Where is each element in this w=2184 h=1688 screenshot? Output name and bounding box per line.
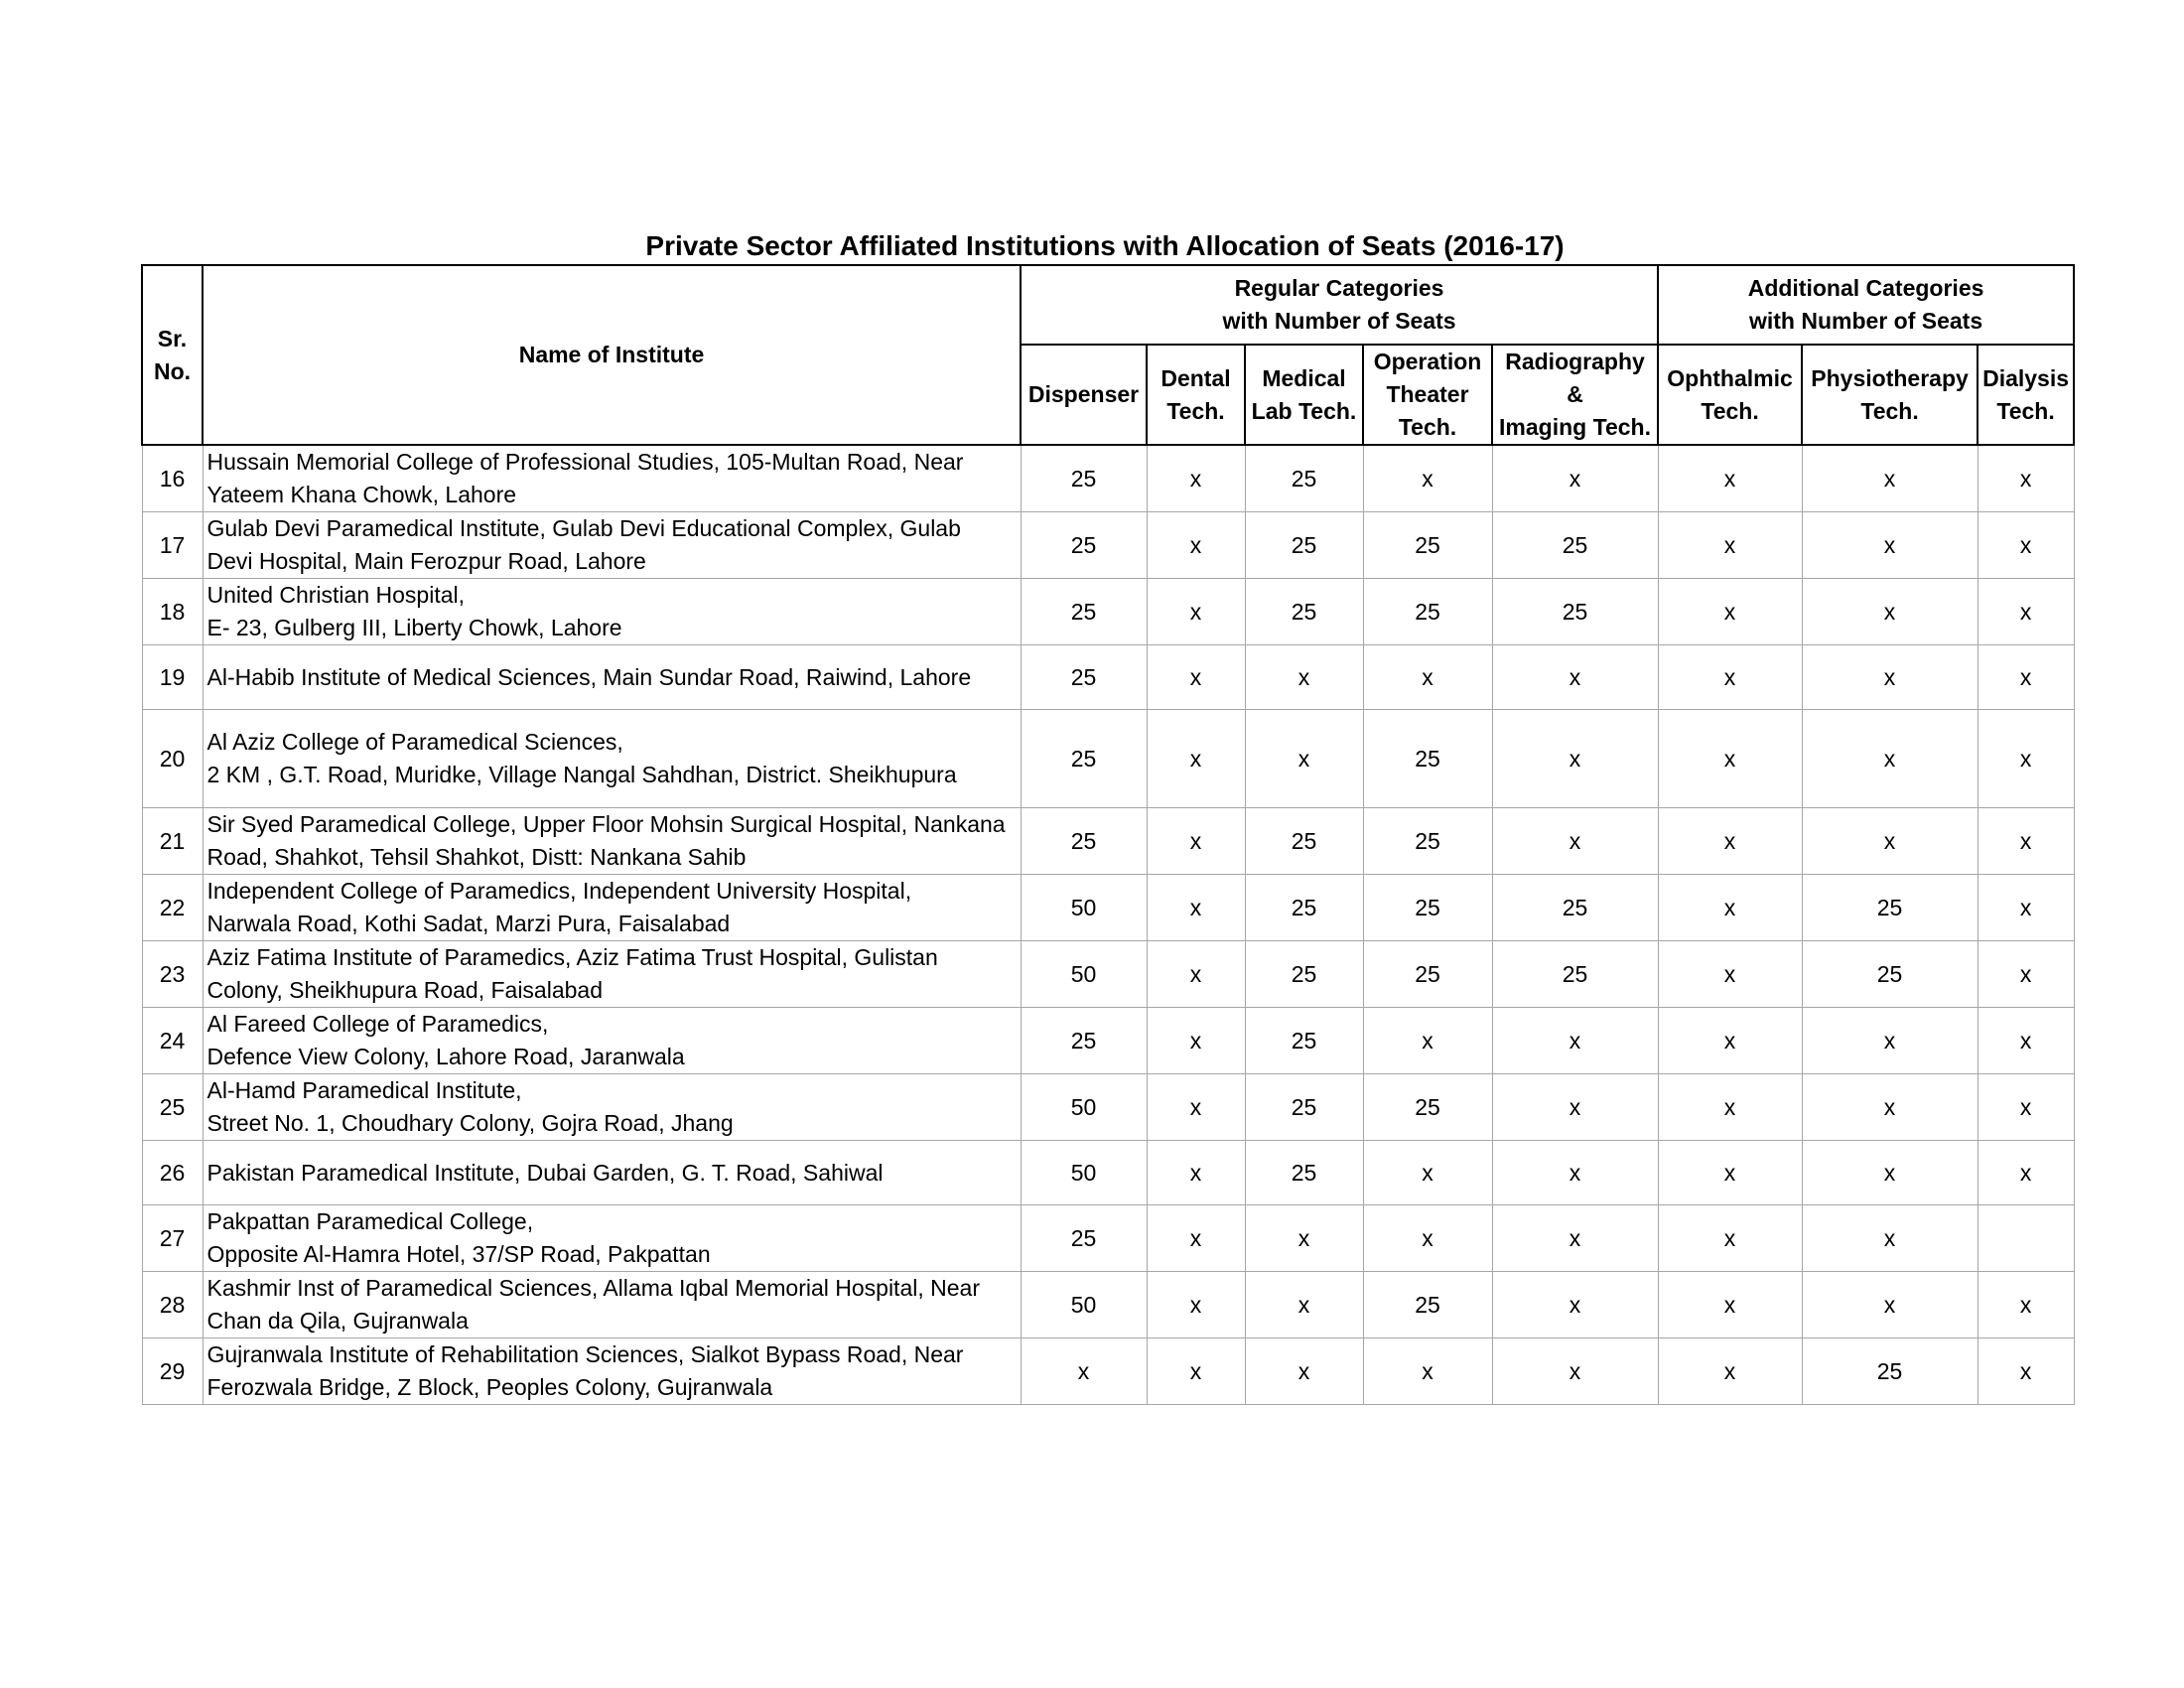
institute-name-line: Chan da Qila, Gujranwala (206, 1308, 469, 1334)
dialysis-tech-seats: x (1978, 579, 2074, 645)
institute-name-line: Narwala Road, Kothi Sadat, Marzi Pura, Faisalabad (206, 911, 731, 936)
operation-theater-tech-seats: x (1363, 1205, 1492, 1272)
medical-lab-tech-seats: x (1245, 710, 1363, 808)
dispenser-seats: 25 (1021, 645, 1147, 710)
dental-tech-seats: x (1147, 1205, 1245, 1272)
sr-no-cell: 24 (142, 1008, 203, 1074)
dental-tech-seats: x (1147, 1338, 1245, 1405)
institute-name-line: 2 KM , G.T. Road, Muridke, Village Nangal Sahdhan, District. Sheikhupura (206, 762, 957, 787)
header-dental-tech: Dental Tech. (1147, 345, 1245, 445)
header-dispenser: Dispenser (1021, 345, 1147, 445)
table-row (142, 941, 2074, 1008)
operation-theater-tech-seats: 25 (1363, 1074, 1492, 1141)
sr-no-cell: 18 (142, 579, 203, 645)
institute-name-line: Road, Shahkot, Tehsil Shahkot, Distt: Nankana Sahib (206, 844, 747, 870)
radiography-imaging-tech-seats: x (1492, 710, 1658, 808)
ophthalmic-tech-seats: x (1658, 808, 1802, 875)
header-medical-lab-tech: Medical Lab Tech. (1245, 345, 1363, 445)
dialysis-tech-seats: x (1978, 1074, 2074, 1141)
physiotherapy-tech-seats: x (1802, 445, 1978, 512)
dispenser-seats: 25 (1021, 1205, 1147, 1272)
operation-theater-tech-seats: 25 (1363, 808, 1492, 875)
radiography-imaging-tech-seats: x (1492, 1141, 1658, 1205)
ophthalmic-tech-seats: x (1658, 645, 1802, 710)
institute-name-cell (203, 710, 1021, 808)
radiography-imaging-tech-seats: x (1492, 1338, 1658, 1405)
dental-tech-seats: x (1147, 512, 1245, 579)
institute-name-line: Gujranwala Institute of Rehabilitation Sciences, Sialkot Bypass Road, Near (206, 1341, 964, 1367)
operation-theater-tech-seats: 25 (1363, 512, 1492, 579)
table-row (142, 710, 2074, 808)
medical-lab-tech-seats: 25 (1245, 445, 1363, 512)
table-header (142, 265, 2074, 445)
institute-name-cell (203, 1008, 1021, 1074)
institute-name-cell (203, 445, 1021, 512)
seat-allocation-table (141, 264, 2075, 1405)
institute-name-line: Hussain Memorial College of Professional Studies, 105-Multan Road, Near (206, 449, 964, 475)
sr-no-cell: 16 (142, 445, 203, 512)
physiotherapy-tech-seats: x (1802, 1141, 1978, 1205)
dental-tech-seats: x (1147, 645, 1245, 710)
physiotherapy-tech-seats: x (1802, 512, 1978, 579)
institute-name-line: Al Aziz College of Paramedical Sciences, (206, 729, 623, 755)
header-name: Name of Institute (203, 265, 1021, 445)
operation-theater-tech-seats: x (1363, 445, 1492, 512)
operation-theater-tech-seats: 25 (1363, 710, 1492, 808)
sr-no-cell: 28 (142, 1272, 203, 1338)
ophthalmic-tech-seats: x (1658, 445, 1802, 512)
physiotherapy-tech-seats: x (1802, 1074, 1978, 1141)
dispenser-seats: 25 (1021, 710, 1147, 808)
dispenser-seats: 25 (1021, 512, 1147, 579)
institute-name-line: Pakistan Paramedical Institute, Dubai Garden, G. T. Road, Sahiwal (206, 1159, 884, 1186)
institute-name-cell (203, 1074, 1021, 1141)
header-physiotherapy-tech: Physiotherapy Tech. (1802, 345, 1978, 445)
ophthalmic-tech-seats: x (1658, 1141, 1802, 1205)
sr-no-cell: 19 (142, 645, 203, 710)
radiography-imaging-tech-seats: x (1492, 808, 1658, 875)
medical-lab-tech-seats: 25 (1245, 875, 1363, 941)
radiography-imaging-tech-seats: x (1492, 1074, 1658, 1141)
physiotherapy-tech-seats: x (1802, 645, 1978, 710)
sr-no-cell: 27 (142, 1205, 203, 1272)
medical-lab-tech-seats: 25 (1245, 1074, 1363, 1141)
dental-tech-seats: x (1147, 1272, 1245, 1338)
medical-lab-tech-seats: 25 (1245, 1008, 1363, 1074)
institute-name-line: Defence View Colony, Lahore Road, Jaranwala (206, 1044, 685, 1069)
table-row (142, 1008, 2074, 1074)
dialysis-tech-seats: x (1978, 808, 2074, 875)
sr-no-cell: 26 (142, 1141, 203, 1205)
table-row (142, 1205, 2074, 1272)
dental-tech-seats: x (1147, 1141, 1245, 1205)
medical-lab-tech-seats: x (1245, 1205, 1363, 1272)
dialysis-tech-seats: x (1978, 941, 2074, 1008)
table-row (142, 1272, 2074, 1338)
ophthalmic-tech-seats: x (1658, 941, 1802, 1008)
dialysis-tech-seats: x (1978, 1141, 2074, 1205)
table-row (142, 445, 2074, 512)
dispenser-seats: x (1021, 1338, 1147, 1405)
physiotherapy-tech-seats: x (1802, 1008, 1978, 1074)
institute-name-cell (203, 941, 1021, 1008)
ophthalmic-tech-seats: x (1658, 1008, 1802, 1074)
radiography-imaging-tech-seats: 25 (1492, 579, 1658, 645)
medical-lab-tech-seats: x (1245, 1272, 1363, 1338)
radiography-imaging-tech-seats: 25 (1492, 875, 1658, 941)
dispenser-seats: 50 (1021, 1272, 1147, 1338)
dispenser-seats: 25 (1021, 445, 1147, 512)
operation-theater-tech-seats: x (1363, 1008, 1492, 1074)
physiotherapy-tech-seats: 25 (1802, 941, 1978, 1008)
sr-no-cell: 23 (142, 941, 203, 1008)
table-row (142, 579, 2074, 645)
radiography-imaging-tech-seats: x (1492, 1272, 1658, 1338)
ophthalmic-tech-seats: x (1658, 579, 1802, 645)
dental-tech-seats: x (1147, 1074, 1245, 1141)
dispenser-seats: 50 (1021, 1141, 1147, 1205)
sr-no-cell: 17 (142, 512, 203, 579)
institute-name-cell (203, 875, 1021, 941)
dental-tech-seats: x (1147, 579, 1245, 645)
header-radiography-imaging-tech: Radiography & Imaging Tech. (1492, 345, 1658, 445)
institute-name-line: Sir Syed Paramedical College, Upper Floor Mohsin Surgical Hospital, Nankana (206, 811, 1006, 837)
dental-tech-seats: x (1147, 808, 1245, 875)
physiotherapy-tech-seats: x (1802, 710, 1978, 808)
header-dialysis-tech: Dialysis Tech. (1978, 345, 2074, 445)
ophthalmic-tech-seats: x (1658, 1272, 1802, 1338)
table-row (142, 645, 2074, 710)
table-row (142, 512, 2074, 579)
sr-no-cell: 29 (142, 1338, 203, 1405)
institute-name-line: Gulab Devi Paramedical Institute, Gulab Devi Educational Complex, Gulab (206, 515, 961, 541)
dental-tech-seats: x (1147, 875, 1245, 941)
institute-name-line: Al-Habib Institute of Medical Sciences, Main Sundar Road, Raiwind, Lahore (206, 663, 972, 690)
dialysis-tech-seats: x (1978, 445, 2074, 512)
physiotherapy-tech-seats: x (1802, 1272, 1978, 1338)
physiotherapy-tech-seats: x (1802, 579, 1978, 645)
ophthalmic-tech-seats: x (1658, 1074, 1802, 1141)
physiotherapy-tech-seats: 25 (1802, 1338, 1978, 1405)
dialysis-tech-seats: x (1978, 1008, 2074, 1074)
dialysis-tech-seats (1978, 1205, 2074, 1272)
institute-name-cell (203, 1205, 1021, 1272)
operation-theater-tech-seats: 25 (1363, 941, 1492, 1008)
operation-theater-tech-seats: 25 (1363, 579, 1492, 645)
medical-lab-tech-seats: x (1245, 645, 1363, 710)
institute-name-cell (203, 1338, 1021, 1405)
institute-name-line: Street No. 1, Choudhary Colony, Gojra Road, Jhang (206, 1110, 734, 1136)
ophthalmic-tech-seats: x (1658, 1338, 1802, 1405)
institute-name-cell (203, 1272, 1021, 1338)
table-row (142, 808, 2074, 875)
dental-tech-seats: x (1147, 1008, 1245, 1074)
institute-name-cell (203, 579, 1021, 645)
dispenser-seats: 50 (1021, 875, 1147, 941)
header-sr-no: Sr. No. (142, 265, 203, 445)
table-row (142, 875, 2074, 941)
dialysis-tech-seats: x (1978, 875, 2074, 941)
radiography-imaging-tech-seats: x (1492, 445, 1658, 512)
institute-name-cell (203, 645, 1021, 710)
ophthalmic-tech-seats: x (1658, 710, 1802, 808)
dental-tech-seats: x (1147, 710, 1245, 808)
institute-name-line: Kashmir Inst of Paramedical Sciences, Allama Iqbal Memorial Hospital, Near (206, 1275, 980, 1301)
institute-name-line: Aziz Fatima Institute of Paramedics, Aziz Fatima Trust Hospital, Gulistan (206, 944, 938, 970)
header-ophthalmic-tech: Ophthalmic Tech. (1658, 345, 1802, 445)
dispenser-seats: 50 (1021, 1074, 1147, 1141)
dispenser-seats: 25 (1021, 579, 1147, 645)
institute-name-line: United Christian Hospital, (206, 582, 466, 608)
institute-name-line: Opposite Al-Hamra Hotel, 37/SP Road, Pakpattan (206, 1241, 711, 1267)
operation-theater-tech-seats: 25 (1363, 875, 1492, 941)
operation-theater-tech-seats: x (1363, 1141, 1492, 1205)
header-regular-group: Regular Categories with Number of Seats (1021, 265, 1658, 345)
radiography-imaging-tech-seats: x (1492, 1205, 1658, 1272)
ophthalmic-tech-seats: x (1658, 875, 1802, 941)
sr-no-cell: 22 (142, 875, 203, 941)
radiography-imaging-tech-seats: 25 (1492, 512, 1658, 579)
medical-lab-tech-seats: 25 (1245, 512, 1363, 579)
institute-name-line: Yateem Khana Chowk, Lahore (206, 482, 517, 507)
dispenser-seats: 50 (1021, 941, 1147, 1008)
physiotherapy-tech-seats: 25 (1802, 875, 1978, 941)
institute-name-line: E- 23, Gulberg III, Liberty Chowk, Lahore (206, 615, 622, 640)
operation-theater-tech-seats: 25 (1363, 1272, 1492, 1338)
table-row (142, 1074, 2074, 1141)
table-body (142, 445, 2074, 1405)
radiography-imaging-tech-seats: 25 (1492, 941, 1658, 1008)
dialysis-tech-seats: x (1978, 1272, 2074, 1338)
medical-lab-tech-seats: x (1245, 1338, 1363, 1405)
medical-lab-tech-seats: 25 (1245, 941, 1363, 1008)
dispenser-seats: 25 (1021, 1008, 1147, 1074)
page-title: Private Sector Affiliated Institutions with Allocation of Seats (2016-17) (645, 230, 1565, 261)
ophthalmic-tech-seats: x (1658, 512, 1802, 579)
table-row (142, 1338, 2074, 1405)
dental-tech-seats: x (1147, 941, 1245, 1008)
dialysis-tech-seats: x (1978, 645, 2074, 710)
operation-theater-tech-seats: x (1363, 645, 1492, 710)
institute-name-line: Colony, Sheikhupura Road, Faisalabad (206, 977, 603, 1003)
radiography-imaging-tech-seats: x (1492, 1008, 1658, 1074)
radiography-imaging-tech-seats: x (1492, 645, 1658, 710)
institute-name-line: Pakpattan Paramedical College, (206, 1208, 534, 1234)
sr-no-cell: 21 (142, 808, 203, 875)
sr-no-cell: 20 (142, 710, 203, 808)
dental-tech-seats: x (1147, 445, 1245, 512)
institute-name-line: Al Fareed College of Paramedics, (206, 1011, 549, 1037)
dialysis-tech-seats: x (1978, 710, 2074, 808)
institute-name-cell (203, 808, 1021, 875)
institute-name-line: Al-Hamd Paramedical Institute, (206, 1077, 522, 1103)
header-operation-theater-tech: Operation Theater Tech. (1363, 345, 1492, 445)
operation-theater-tech-seats: x (1363, 1338, 1492, 1405)
dispenser-seats: 25 (1021, 808, 1147, 875)
institute-name-line: Devi Hospital, Main Ferozpur Road, Lahore (206, 548, 646, 574)
medical-lab-tech-seats: 25 (1245, 808, 1363, 875)
ophthalmic-tech-seats: x (1658, 1205, 1802, 1272)
dialysis-tech-seats: x (1978, 1338, 2074, 1405)
table-row (142, 1141, 2074, 1205)
dialysis-tech-seats: x (1978, 512, 2074, 579)
header-additional-group: Additional Categories with Number of Seats (1658, 265, 2074, 345)
institute-name-cell (203, 1141, 1021, 1205)
sr-no-cell: 25 (142, 1074, 203, 1141)
institute-name-line: Ferozwala Bridge, Z Block, Peoples Colony, Gujranwala (206, 1374, 773, 1400)
medical-lab-tech-seats: 25 (1245, 579, 1363, 645)
medical-lab-tech-seats: 25 (1245, 1141, 1363, 1205)
physiotherapy-tech-seats: x (1802, 1205, 1978, 1272)
physiotherapy-tech-seats: x (1802, 808, 1978, 875)
institute-name-line: Independent College of Paramedics, Independent University Hospital, (206, 878, 912, 904)
institute-name-cell (203, 512, 1021, 579)
